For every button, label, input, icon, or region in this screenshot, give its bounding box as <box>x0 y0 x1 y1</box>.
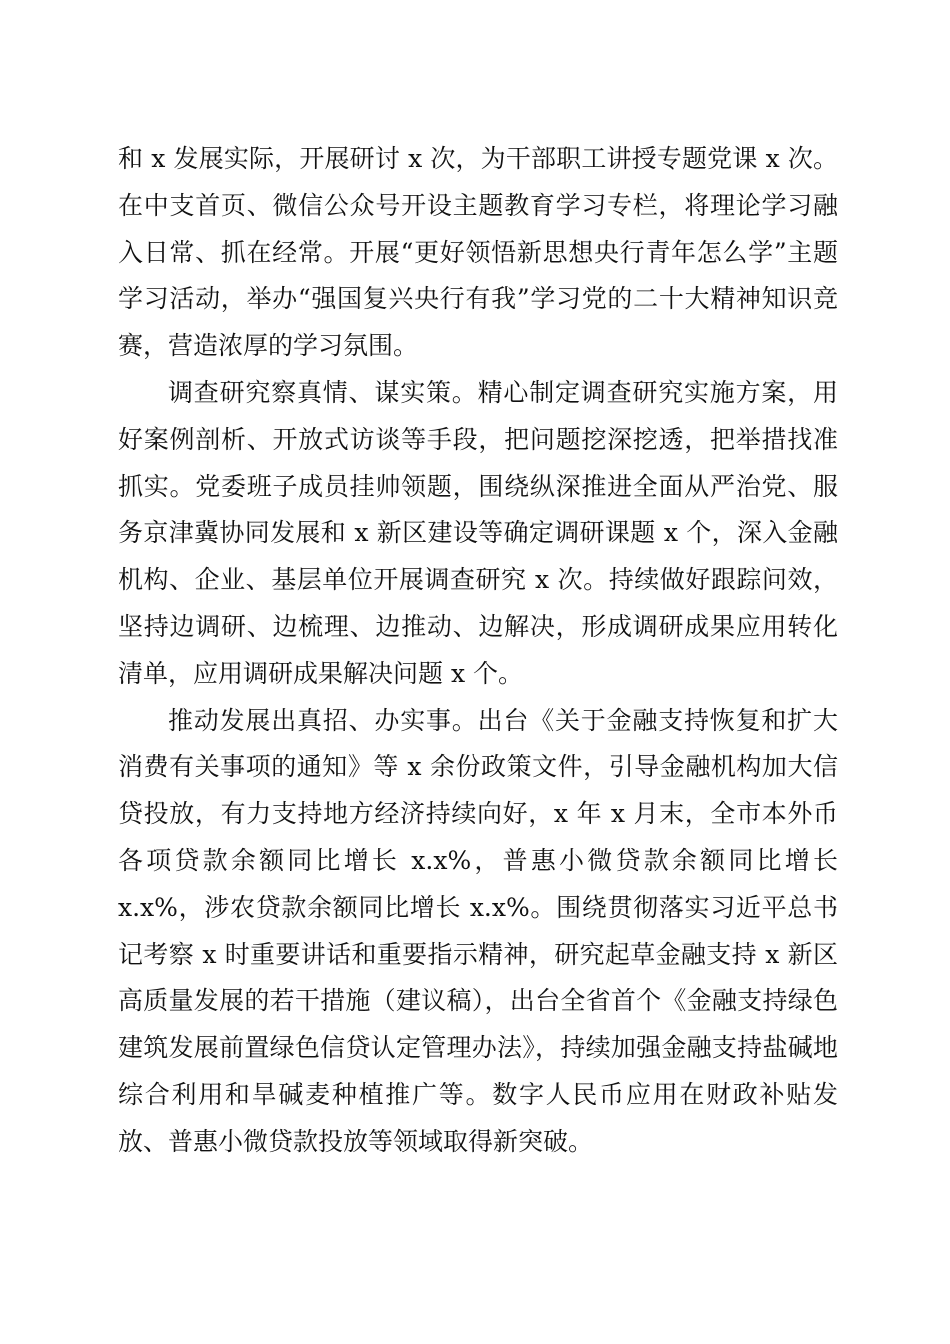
document-body <box>118 136 838 1166</box>
paragraph-research: 调查研究察真情、谋实策。精心制定调查研究实施方案，用好案例剖析、开放式访谈等手段，把问题挖深挖透，把举措找准抓实。党委班子成员挂帅领题，围绕纵深推进全面从严治党、服务京津冀协同发展和 x 新区建设等确定调研课题 x 个，深入金融机构、企业、基层单位开展调查研究 x 次。持续做好跟踪问效，坚持边调研、边梳理、边推动、边解决，形成调研成果应用转化清单，应用调研成果解决问题 x 个。 <box>118 377 838 688</box>
paragraph-study-continuation: 和 x 发展实际，开展研讨 x 次，为干部职工讲授专题党课 x 次。在中支首页、微信公众号开设主题教育学习专栏，将理论学习融入日常、抓在经常。开展“更好领悟新思想央行青年怎么学”主题学习活动，举办“强国复兴央行有我”学习党的二十大精神知识竞赛，营造浓厚的学习氛围。 <box>118 144 838 361</box>
paragraph-development: 推动发展出真招、办实事。出台《关于金融支持恢复和扩大消费有关事项的通知》等 x 余份政策文件，引导金融机构加大信贷投放，有力支持地方经济持续向好，x 年 x 月末，全市本外币各项贷款余额同比增长 x.x%，普惠小微贷款余额同比增长 x.x%，涉农贷款余额同比增长 x.x%。围绕贯彻落实习近平总书记考察 x 时重要讲话和重要指示精神，研究起草金融支持 x 新区高质量发展的若干措施（建议稿），出台全省首个《金融支持绿色建筑发展前置绿色信贷认定管理办法》，持续加强金融支持盐碱地综合利用和旱碱麦种植推广等。数字人民币应用在财政补贴发放、普惠小微贷款投放等领域取得新突破。 <box>118 705 838 1156</box>
